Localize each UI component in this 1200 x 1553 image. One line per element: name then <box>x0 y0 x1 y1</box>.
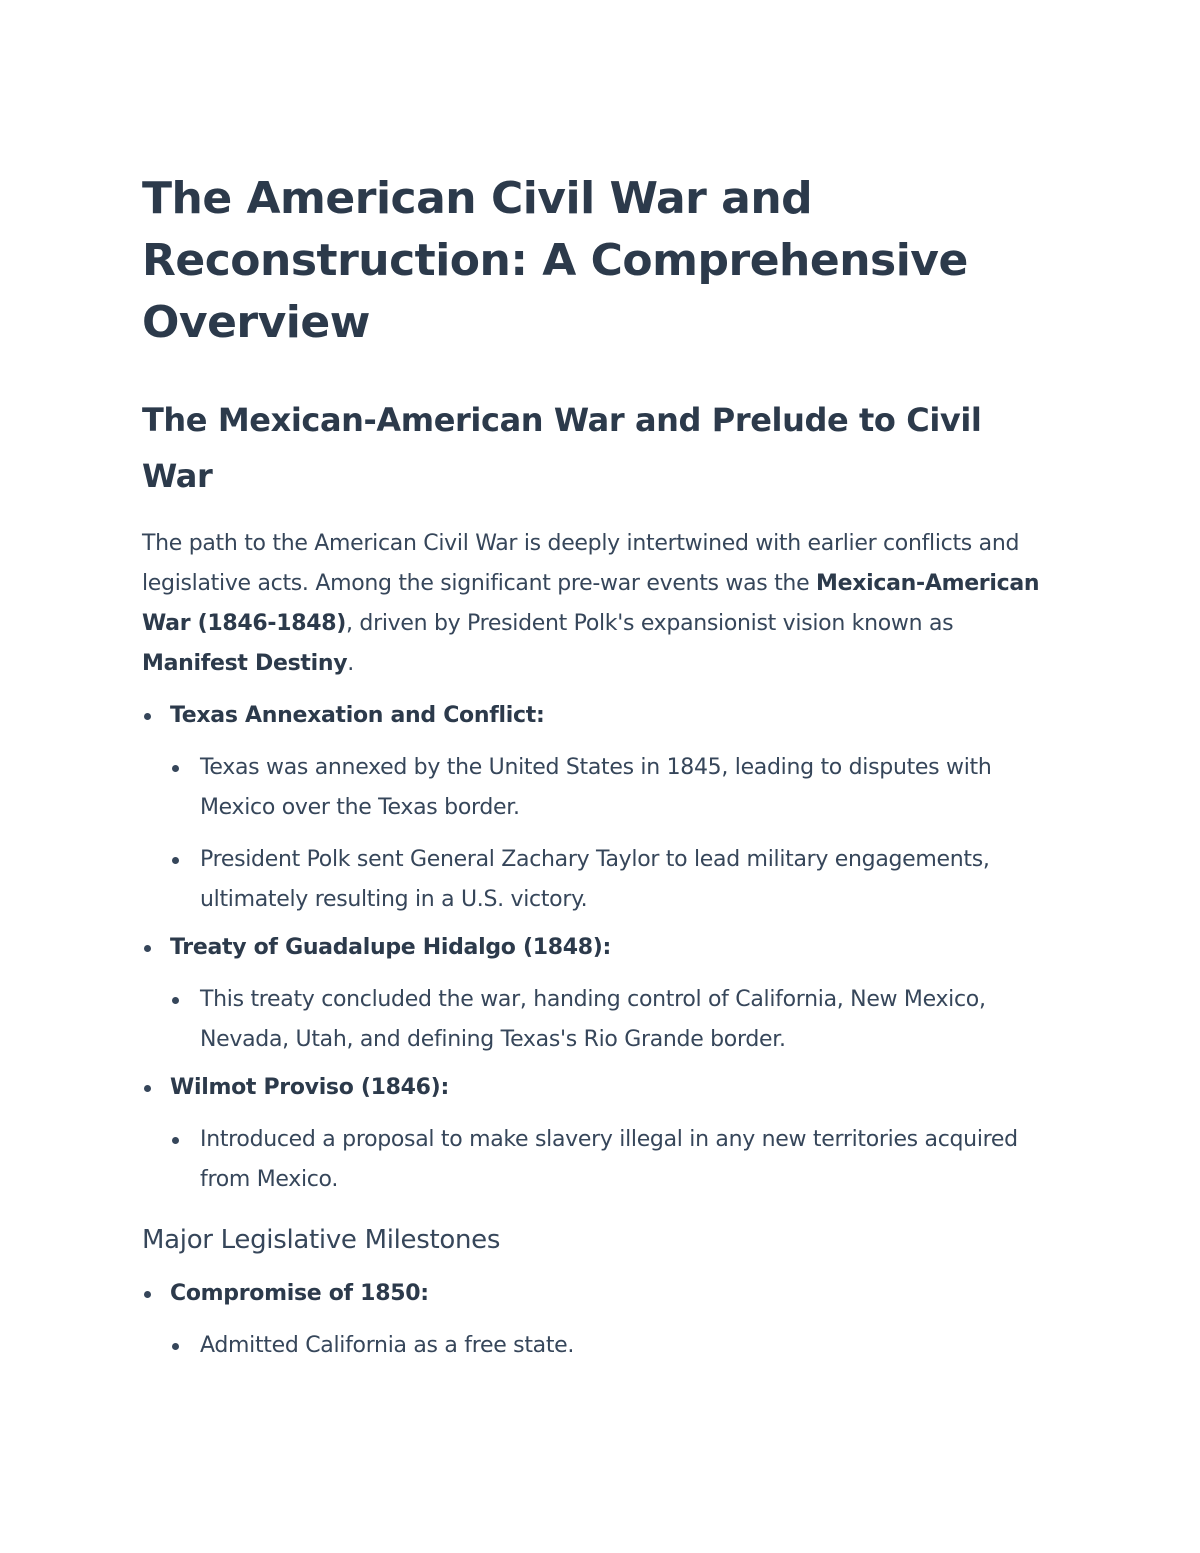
bullet-icon <box>172 765 179 772</box>
sub-list-item <box>170 1120 1042 1200</box>
sub-list-item-text: Introduced a proposal to make slavery illegal in any new territories acquired from Mexico. <box>200 1127 1018 1192</box>
list-item <box>142 696 1042 920</box>
sub-list-item-text: President Polk sent General Zachary Taylor to lead military engagements, ultimately resulting in a U.S. victory. <box>200 847 990 912</box>
page-title: The American Civil War and Reconstruction: A Comprehensive Overview <box>142 173 968 348</box>
bullet-icon <box>144 945 151 952</box>
pre-war-events-list <box>142 696 1042 1200</box>
list-item-heading: Compromise of 1850: <box>170 1281 429 1306</box>
list-item <box>142 928 1042 1060</box>
bullet-icon <box>172 1137 179 1144</box>
bullet-icon <box>172 857 179 864</box>
bullet-icon <box>172 1343 179 1350</box>
legislative-milestones-list <box>142 1274 1042 1366</box>
list-item-heading: Treaty of Guadalupe Hidalgo (1848): <box>170 935 612 960</box>
intro-text-2: , driven by President Polk's expansionist vision known as <box>346 611 954 636</box>
sub-list-item-text: Texas was annexed by the United States in 1845, leading to disputes with Mexico over the Texas border. <box>200 755 992 820</box>
bullet-icon <box>144 1085 151 1092</box>
intro-bold-manifest-destiny: Manifest Destiny <box>142 651 348 676</box>
sub-list-item-text: This treaty concluded the war, handing control of California, New Mexico, Nevada, Utah, and defining Texas's Rio Grande border. <box>200 987 986 1052</box>
sub-list <box>170 748 1042 920</box>
sub-list-item <box>170 980 1042 1060</box>
section-heading-mexican-american-war: The Mexican-American War and Prelude to Civil War <box>142 401 982 495</box>
list-item-heading: Wilmot Proviso (1846): <box>170 1075 449 1100</box>
bullet-icon <box>144 1291 151 1298</box>
intro-text-1: The path to the American Civil War is deeply intertwined with earlier conflicts and legislative acts. Among the significant pre-war events was the <box>142 531 1020 596</box>
bullet-icon <box>172 997 179 1004</box>
sub-list-item <box>170 1326 1042 1366</box>
bullet-icon <box>144 713 151 720</box>
sub-list <box>170 980 1042 1060</box>
list-item-heading: Texas Annexation and Conflict: <box>170 703 545 728</box>
list-item <box>142 1068 1042 1200</box>
document-page <box>142 168 1042 1366</box>
subsection-heading-legislative-milestones: Major Legislative Milestones <box>142 1225 501 1255</box>
sub-list <box>170 1120 1042 1200</box>
sub-list-item <box>170 840 1042 920</box>
sub-list <box>170 1326 1042 1366</box>
intro-paragraph <box>142 524 1042 684</box>
intro-text-3: . <box>347 651 354 676</box>
sub-list-item-text: Admitted California as a free state. <box>200 1333 575 1358</box>
sub-list-item <box>170 748 1042 828</box>
list-item <box>142 1274 1042 1366</box>
intro-bold-war: Mexican-American War (1846-1848) <box>142 571 1040 636</box>
